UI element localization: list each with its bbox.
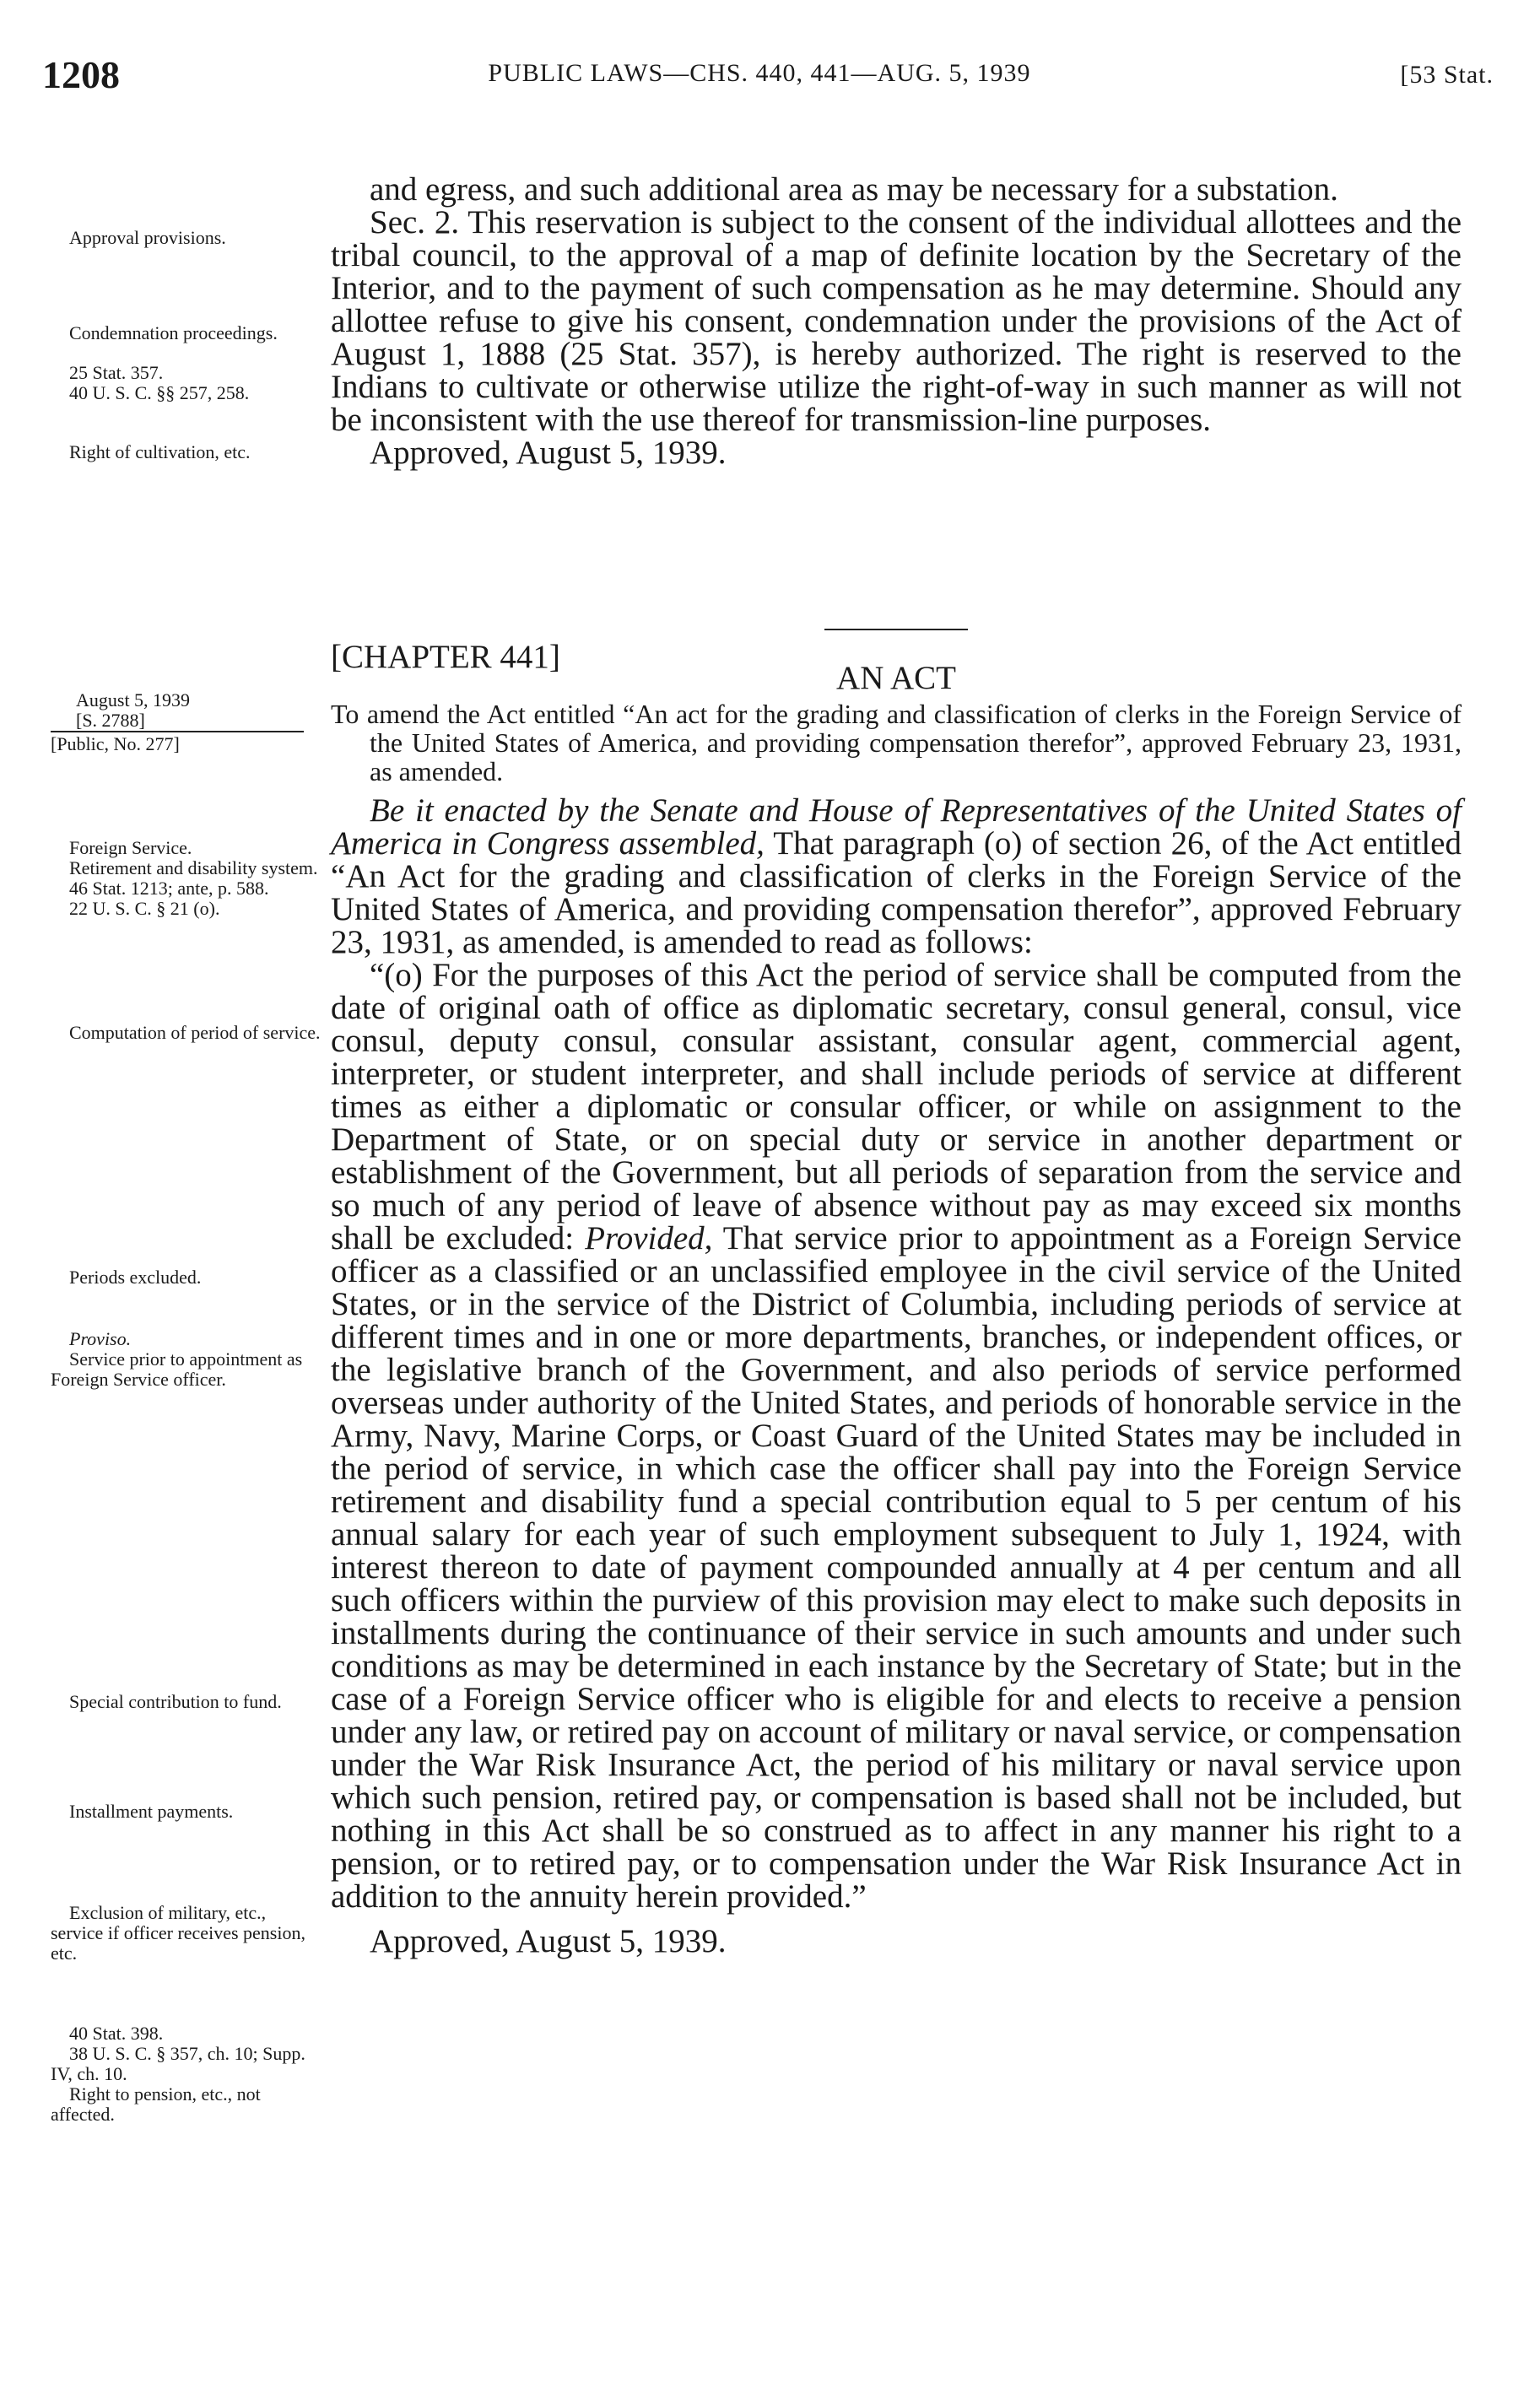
page-number: 1208 bbox=[42, 53, 120, 96]
enacting-clause-italic: Be it enacted by the Senate and House of Representatives of the United States of America in Congress assembled, bbox=[331, 792, 1462, 862]
approved-line-441: Approved, August 5, 1939. bbox=[370, 1923, 727, 1959]
margin-note-approval: Approval provisions. bbox=[69, 227, 226, 248]
running-title: PUBLIC LAWS—CHS. 440, 441—AUG. 5, 1939 bbox=[488, 59, 1031, 87]
chapter-label: [CHAPTER 441] bbox=[331, 639, 560, 675]
section-2 bbox=[331, 206, 1462, 436]
margin-note-periods-excluded: Periods excluded. bbox=[69, 1267, 202, 1288]
public-law-number: [Public, No. 277] bbox=[51, 731, 304, 754]
paragraph-o-part2: That service prior to appointment as a Foreign Service officer as a classified or an unclassified employee in the civil service of the United States, or in the service of the District of Columbia, including periods of service at different times and in one or more departments, branches, or independent offices, or the legislative branch of the Government, and also periods of service performed overseas under authority of the United States, and periods of honorable service in the Army, Navy, Marine Corps, or Coast Guard of the United States may be included in the period of service, in which case the officer shall pay into the Foreign Service retirement and disability fund a special contribution equal to 5 per centum of his annual salary for each year of such employment subsequent to July 1, 1924, with interest thereon to date of payment compounded annually at 4 per centum and all such officers within the purview of this provision may elect to make such deposits in installments during the continuance of their service in such amounts and under such conditions as may be determined in each instance by the Secretary of State; but in the case of a Foreign Service officer who is eligible for and elects to receive a pension under any law, or retired pay on account of military or naval service, or compensation under the War Risk Insurance Act, the period of his military or naval service upon which such pension, retired pay, or compensation is based shall not be included, but nothing in this Act shall be so construed as to affect in any manner his right to a pension, or to retired pay, or to compensation under the War Risk Insurance Act in addition to the annuity herein provided.” bbox=[331, 1220, 1462, 1915]
bill-number: [S. 2788] bbox=[76, 710, 145, 731]
chapter-441-text bbox=[331, 629, 1462, 1958]
margin-note-foreign-service: Foreign Service. Retirement and disability system. 46 Stat. 1213; ante, p. 588. 22 U. S. C. § 21 (o). bbox=[69, 837, 318, 919]
margin-note-installment: Installment payments. bbox=[69, 1801, 234, 1822]
approved-line: Approved, August 5, 1939. bbox=[370, 435, 727, 471]
enacting-clause bbox=[331, 794, 1462, 959]
chapter-440-text bbox=[331, 173, 1462, 469]
approval-date: August 5, 1939 bbox=[76, 689, 191, 711]
section-rule bbox=[824, 629, 968, 630]
margin-note-exclusion: Exclusion of military, etc., service if officer receives pension, etc. bbox=[51, 1902, 305, 1964]
margin-note-citations: 40 Stat. 398. 38 U. S. C. § 357, ch. 10; Supp. IV, ch. 10. Right to pension, etc., not affected. bbox=[51, 2023, 305, 2125]
margin-note-special-contribution: Special contribution to fund. bbox=[69, 1691, 282, 1712]
paragraph-o bbox=[331, 959, 1462, 1913]
paragraph-o-part1: “(o) For the purposes of this Act the period of service shall be computed from the date of original oath of office as diplomatic secretary, consul general, consul, vice consul, deputy consul, consular assistant, consular agent, commercial agent, interpreter, or student interpreter, and shall include periods of service at different times as either a diplomatic or consular officer, or while on assignment to the Department of State, or on special duty or service in another department or establishment of the Government, but all periods of separation from the service and so much of any period of leave of absence without pay as may exceed six months shall be excluded: bbox=[331, 957, 1462, 1256]
section-label: Sec. 2. bbox=[370, 204, 460, 240]
provided-word: Provided, bbox=[585, 1220, 713, 1256]
margin-note-usc-40: 40 U. S. C. §§ 257, 258. bbox=[69, 382, 250, 403]
continuation-text: and egress, and such additional area as may be necessary for a substation. bbox=[370, 171, 1338, 208]
margin-note-proviso: Proviso. Service prior to appointment as Foreign Service officer. bbox=[51, 1328, 303, 1390]
margin-note-computation: Computation of period of service. bbox=[69, 1022, 321, 1043]
page-header bbox=[42, 52, 1494, 111]
margin-note-cultivation: Right of cultivation, etc. bbox=[69, 441, 251, 462]
volume-reference: [53 Stat. bbox=[1400, 61, 1494, 89]
margin-note-condemnation: Condemnation proceedings. bbox=[69, 322, 278, 343]
act-summary: To amend the Act entitled “An act for the grading and classification of clerks in the Foreign Service of the United States of America, and providing compensation therefor”, approved February 23, 1931, as amended. bbox=[331, 699, 1462, 786]
margin-note-stat-25: 25 Stat. 357. bbox=[69, 362, 164, 383]
act-heading: AN ACT bbox=[836, 660, 956, 696]
section-2-text: This reservation is subject to the consent of the individual allottees and the tribal council, to the approval of a map of definite location by the Secretary of the Interior, and to the payment of such compensation as he may determine. Should any allottee refuse to give his consent, condemnation under the provisions of the Act of August 1, 1888 (25 Stat. 357), is hereby authorized. The right is reserved to the Indians to cultivate or otherwise utilize the right-of-way in such manner as will not be inconsistent with the use thereof for transmission-line purposes. bbox=[331, 204, 1462, 438]
margin-date-block bbox=[51, 690, 321, 754]
enacting-clause-rest: That paragraph (o) of section 26, of the Act entitled “An Act for the grading and classification of clerks in the Foreign Service of the United States of America, and providing compensation therefor”, approved February 23, 1931, as amended, is amended to read as follows: bbox=[331, 825, 1462, 960]
